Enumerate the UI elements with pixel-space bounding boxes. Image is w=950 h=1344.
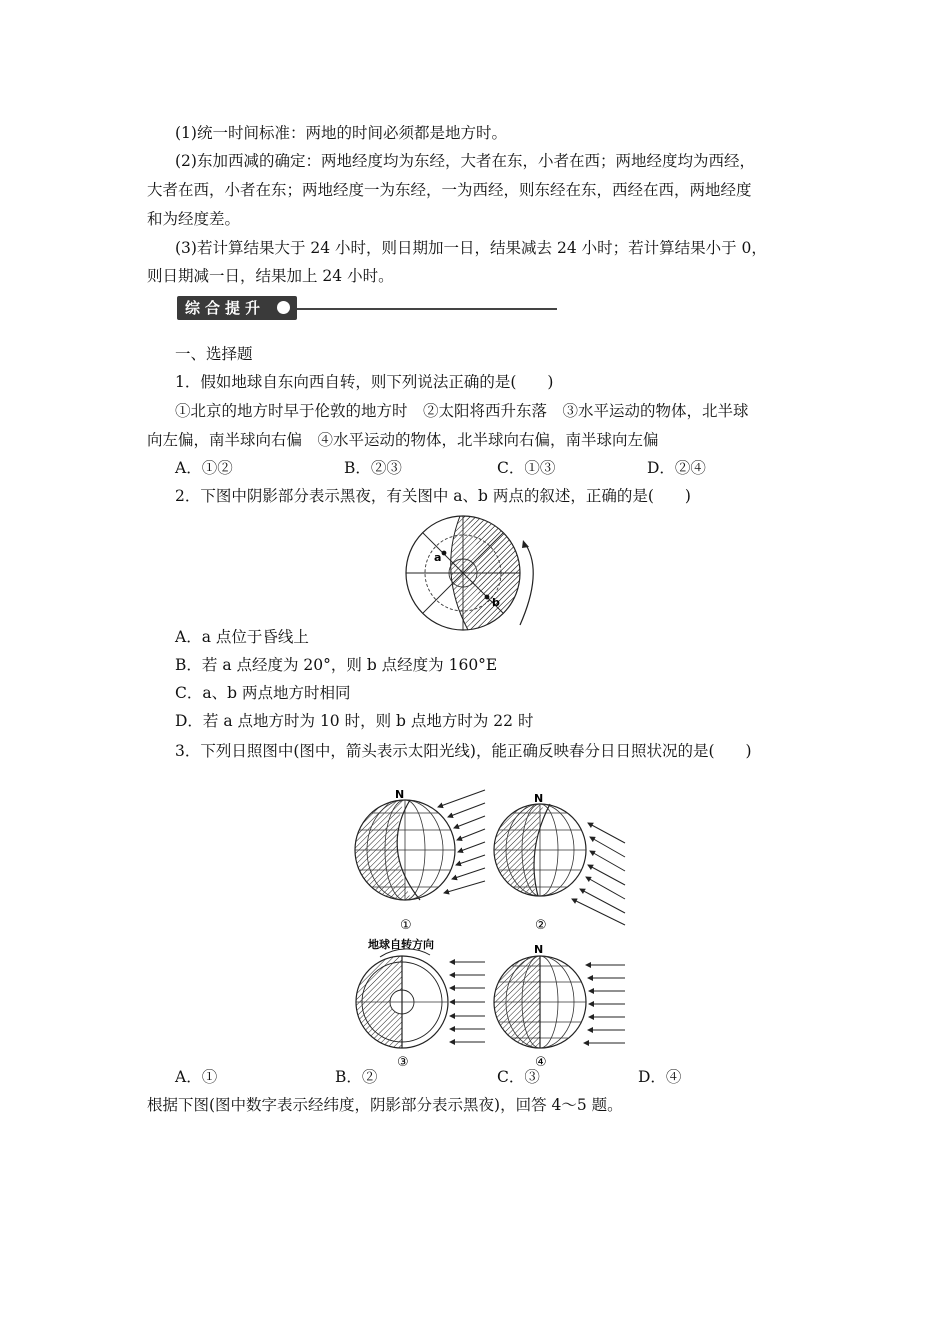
section-banner (177, 296, 557, 320)
q45-lead: 根据下图(图中数字表示经纬度，阴影部分表示黑夜)，回答 4～5 题。 (147, 1096, 623, 1114)
q1-statements-line-2: 向左偏，南半球向右偏 ④水平运动的物体，北半球向右偏，南半球向左偏 (147, 431, 659, 449)
q3-option-b: B．② (335, 1068, 378, 1086)
q2-label-b: b (492, 596, 500, 609)
q1-option-c: C．①③ (497, 459, 556, 477)
q2-label-a: a (434, 551, 442, 564)
intro-paragraph-2-line-2: 大者在西，小者在东；两地经度一为东经，一为西经，则东经在东，西经在西，两地经度 (147, 181, 752, 199)
q2-point-a (442, 551, 447, 556)
q2-option-c: C．a、b 两点地方时相同 (175, 684, 351, 702)
q1-option-b: B．②③ (344, 459, 402, 477)
q3-diagram-1 (355, 785, 485, 933)
q3-stem: 3．下列日照图中(图中，箭头表示太阳光线)，能正确反映春分日日照状况的是( ) (175, 742, 752, 760)
intro-paragraph-2-line-3: 和为经度差。 (147, 210, 241, 228)
intro-paragraph-1: (1)统一时间标准：两地的时间必须都是地方时。 (175, 124, 507, 142)
banner-dot-icon (277, 301, 290, 314)
q3-illumination-diagrams (350, 785, 630, 1075)
q1-statements-line-1: ①北京的地方时早于伦敦的地方时 ②太阳将西升东落 ③水平运动的物体，北半球 (175, 402, 749, 420)
q1-option-d: D．②④ (647, 459, 706, 477)
q3-option-c: C．③ (497, 1068, 540, 1086)
section-heading: 一、选择题 (175, 345, 253, 363)
q3-rotation-label: 地球自转方向 (368, 938, 434, 951)
q3-option-d: D．④ (638, 1068, 682, 1086)
q3-diagram-2 (490, 785, 625, 933)
q2-stem: 2．下图中阴影部分表示黑夜，有关图中 a、b 两点的叙述，正确的是( ) (175, 487, 691, 505)
q3-north-label-1: N (395, 788, 405, 801)
q3-caption-3: ③ (397, 1055, 409, 1070)
q3-caption-1: ① (400, 918, 412, 933)
q3-caption-2: ② (535, 918, 547, 933)
banner-rule (297, 308, 557, 310)
q1-stem: 1．假如地球自东向西自转，则下列说法正确的是( ) (175, 373, 554, 391)
q3-diagram-3 (350, 945, 485, 1070)
q3-diagram-4 (490, 943, 625, 1070)
banner-title: 综合提升 (185, 299, 266, 317)
q3-north-label-4: N (534, 943, 544, 956)
intro-paragraph-3-line-1: (3)若计算结果大于 24 小时，则日期加一日，结果减去 24 小时；若计算结果小于 0， (175, 239, 767, 257)
q2-point-b (485, 595, 490, 600)
q3-north-label-2: N (534, 792, 544, 805)
q1-option-a: A．①② (175, 459, 233, 477)
q2-option-b: B．若 a 点经度为 20°，则 b 点经度为 160°E (175, 656, 498, 674)
q3-option-a: A．① (175, 1068, 218, 1086)
q2-option-a: A．a 点位于昏线上 (175, 628, 309, 646)
q2-day-night-diagram (398, 515, 548, 635)
intro-paragraph-3-line-2: 则日期减一日，结果加上 24 小时。 (147, 267, 394, 285)
q2-rotation-arrow (520, 545, 533, 625)
q3-caption-4: ④ (535, 1055, 547, 1070)
intro-paragraph-2-line-1: (2)东加西减的确定：两地经度均为东经，大者在东，小者在西；两地经度均为西经， (175, 152, 755, 170)
q2-option-d: D．若 a 点地方时为 10 时，则 b 点地方时为 22 时 (175, 712, 534, 730)
